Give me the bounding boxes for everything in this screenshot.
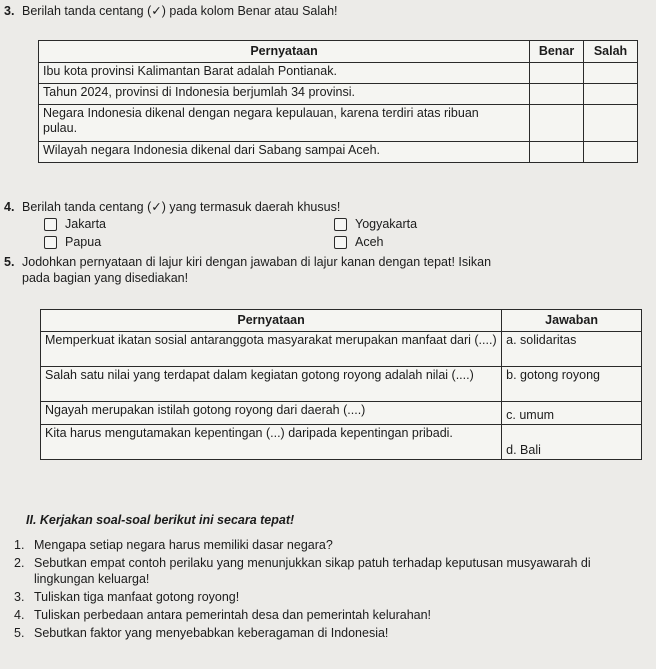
table-row	[39, 142, 638, 163]
q5-statement-3: Ngayah merupakan istilah gotong royong dari daerah (....)	[41, 402, 502, 425]
table-row	[39, 105, 638, 142]
q4-option-papua[interactable]: Papua	[44, 235, 101, 249]
table-row	[41, 402, 642, 425]
q5-answer-3: c. umum	[502, 402, 642, 425]
q5-statement-2: Salah satu nilai yang terdapat dalam kegiatan gotong royong adalah nilai (....)	[41, 367, 502, 402]
q5-instruction	[4, 254, 654, 286]
q3-true-cell-4[interactable]	[530, 142, 584, 163]
q3-table	[38, 40, 638, 163]
q3-instruction-text: Berilah tanda centang (✓) pada kolom Benar atau Salah!	[22, 4, 338, 18]
list-item: 2. Sebutkan empat contoh perilaku yang menunjukkan sikap patuh terhadap keputusan musyawarah di lingkungan keluarga!	[14, 556, 591, 586]
q3-false-cell-4[interactable]	[584, 142, 638, 163]
q3-header-true: Benar	[530, 41, 584, 63]
list-item: 4. Tuliskan perbedaan antara pemerintah desa dan pemerintah kelurahan!	[14, 608, 432, 622]
q5-answer-4: d. Bali	[502, 425, 642, 460]
checkbox-icon[interactable]	[44, 236, 57, 249]
q3-statement-4: Wilayah negara Indonesia dikenal dari Sabang sampai Aceh.	[39, 142, 530, 163]
table-row	[41, 332, 642, 367]
q5-statement-4: Kita harus mengutamakan kepentingan (...) daripada kepentingan pribadi.	[41, 425, 502, 460]
q5-header-answer: Jawaban	[502, 310, 642, 332]
section2-list	[14, 537, 644, 643]
q3-false-cell-3[interactable]	[584, 105, 638, 142]
list-item: 1. Mengapa setiap negara harus memiliki dasar negara?	[14, 538, 333, 552]
q3-instruction	[4, 3, 338, 19]
q4-option-aceh[interactable]: Aceh	[334, 235, 384, 249]
q5-statement-1: Memperkuat ikatan sosial antaranggota masyarakat merupakan manfaat dari (....)	[41, 332, 502, 367]
q3-true-cell-2[interactable]	[530, 84, 584, 105]
q3-statement-1: Ibu kota provinsi Kalimantan Barat adalah Pontianak.	[39, 63, 530, 84]
checkbox-icon[interactable]	[334, 218, 347, 231]
checkbox-icon[interactable]	[334, 236, 347, 249]
q3-header-row	[39, 41, 638, 63]
q5-instruction-line2: pada bagian yang disediakan!	[22, 271, 189, 285]
table-row	[39, 84, 638, 105]
list-item: 3. Tuliskan tiga manfaat gotong royong!	[14, 590, 240, 604]
q3-true-cell-1[interactable]	[530, 63, 584, 84]
q4-option-yogyakarta[interactable]: Yogyakarta	[334, 217, 417, 231]
q3-header-statement: Pernyataan	[39, 41, 530, 63]
q4-instruction	[4, 199, 340, 215]
q5-header-row	[41, 310, 642, 332]
q3-number: 3.	[4, 4, 15, 18]
list-item: 5. Sebutkan faktor yang menyebabkan keberagaman di Indonesia!	[14, 626, 389, 640]
q3-false-cell-1[interactable]	[584, 63, 638, 84]
q3-true-cell-3[interactable]	[530, 105, 584, 142]
q4-instruction-text: Berilah tanda centang (✓) yang termasuk daerah khusus!	[22, 200, 341, 214]
q3-false-cell-2[interactable]	[584, 84, 638, 105]
table-row	[41, 425, 642, 460]
q5-header-statement: Pernyataan	[41, 310, 502, 332]
q5-answer-1: a. solidaritas	[502, 332, 642, 367]
table-row	[41, 367, 642, 402]
q3-header-false: Salah	[584, 41, 638, 63]
table-row	[39, 63, 638, 84]
checkbox-icon[interactable]	[44, 218, 57, 231]
q3-statement-2: Tahun 2024, provinsi di Indonesia berjumlah 34 provinsi.	[39, 84, 530, 105]
q5-table	[40, 309, 642, 460]
q4-option-jakarta[interactable]: Jakarta	[44, 217, 106, 231]
q5-number: 5.	[4, 255, 15, 269]
q5-answer-2: b. gotong royong	[502, 367, 642, 402]
q5-instruction-line1: Jodohkan pernyataan di lajur kiri dengan jawaban di lajur kanan dengan tepat! Isikan	[22, 255, 492, 269]
q3-statement-3: Negara Indonesia dikenal dengan negara kepulauan, karena terdiri atas ribuan pulau.	[39, 105, 530, 142]
section2-title: II. Kerjakan soal-soal berikut ini secara tepat!	[26, 513, 295, 527]
q4-number: 4.	[4, 200, 15, 214]
